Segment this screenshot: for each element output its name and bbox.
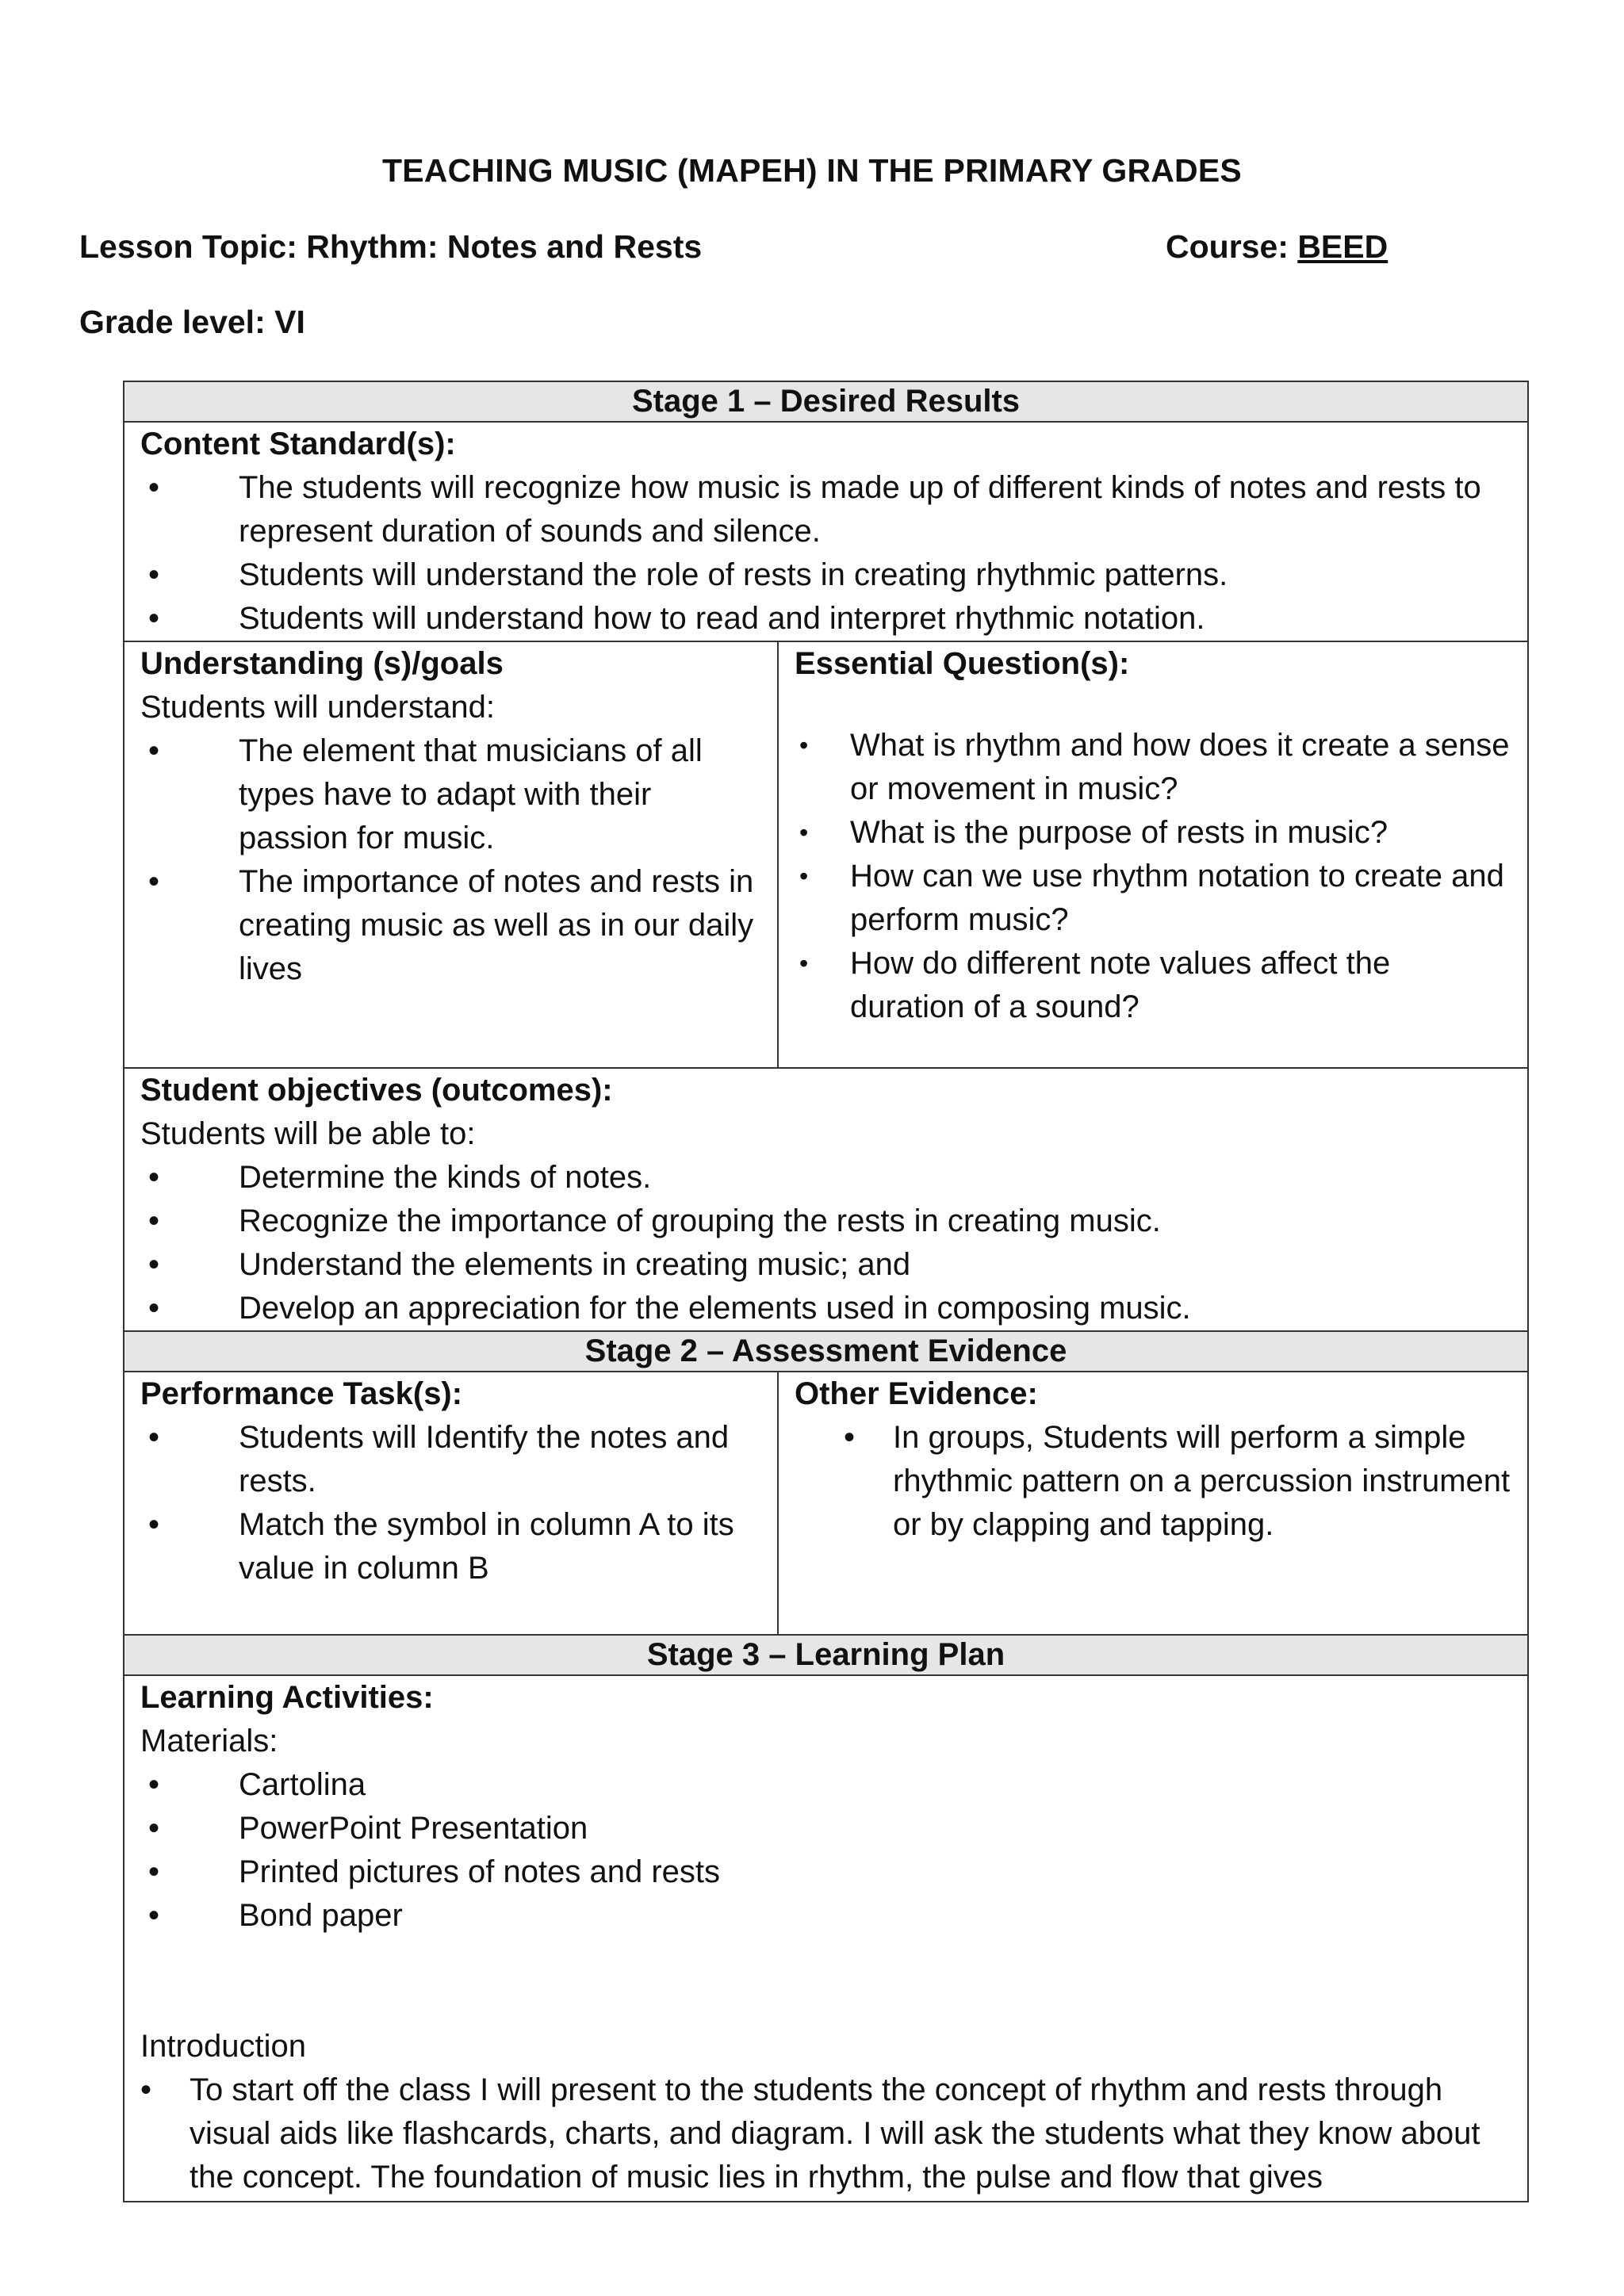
list-item: • The students will recognize how music is made up of different kinds of notes and rests to represent duration of sounds and silence. [140, 466, 1511, 553]
activities-heading: Learning Activities: [140, 1680, 434, 1715]
materials-label: Materials: [140, 1724, 278, 1758]
list-item: • Printed pictures of notes and rests [140, 1850, 1511, 1894]
content-standards-heading: Content Standard(s): [140, 427, 456, 461]
list-item: • PowerPoint Presentation [140, 1807, 1511, 1850]
list-item: • Determine the kinds of notes. [140, 1156, 1511, 1200]
list-item: • What is the purpose of rests in music? [795, 811, 1511, 855]
performance-list [140, 1416, 761, 1590]
other-evidence-heading: Other Evidence: [795, 1376, 1038, 1411]
performance-task-cell [124, 1372, 778, 1635]
list-item: • The element that musicians of all types have to adapt with their passion for music. [140, 729, 761, 860]
other-evidence-cell [778, 1372, 1528, 1635]
stage1-header: Stage 1 – Desired Results [124, 381, 1528, 422]
content-standards-list [140, 466, 1511, 641]
objectives-intro: Students will be able to: [140, 1116, 476, 1151]
stage3-header: Stage 3 – Learning Plan [124, 1635, 1528, 1675]
learning-activities-cell [124, 1675, 1528, 2202]
list-item: • To start off the class I will present to the students the concept of rhythm and rests through visual aids like flashcards, charts, and diagram. I will ask the students what they know about the concept. The foundation of music lies in rhythm, the pulse and flow that gives [140, 2068, 1511, 2199]
materials-list [140, 1763, 1511, 1938]
essential-questions-list [795, 724, 1511, 1029]
understandings-heading: Understanding (s)/goals [140, 646, 504, 681]
list-item: • Students will understand the role of rests in creating rhythmic patterns. [140, 553, 1511, 597]
lesson-topic: Lesson Topic: Rhythm: Notes and Rests [79, 228, 703, 265]
list-item: • In groups, Students will perform a simple rhythmic pattern on a percussion instrument or by clapping and tapping. [795, 1416, 1511, 1547]
list-item: • Students will understand how to read and interpret rhythmic notation. [140, 597, 1511, 641]
lesson-plan-table [123, 381, 1529, 2202]
objectives-list [140, 1156, 1511, 1330]
course-line [1166, 228, 1388, 266]
course-label: Course: [1166, 228, 1298, 265]
list-item: • How do different note values affect the duration of a sound? [795, 942, 1511, 1029]
essential-questions-cell [778, 641, 1528, 1068]
introduction-list [140, 2068, 1511, 2199]
objectives-cell [124, 1068, 1528, 1331]
list-item: • Bond paper [140, 1894, 1511, 1938]
course-value: BEED [1297, 228, 1388, 265]
list-item: • What is rhythm and how does it create a sense or movement in music? [795, 724, 1511, 811]
objectives-heading: Student objectives (outcomes): [140, 1073, 613, 1108]
list-item: • Recognize the importance of grouping the rests in creating music. [140, 1200, 1511, 1243]
list-item: • Students will Identify the notes and rests. [140, 1416, 761, 1503]
list-item: • How can we use rhythm notation to create and perform music? [795, 855, 1511, 942]
performance-heading: Performance Task(s): [140, 1376, 463, 1411]
other-evidence-list [795, 1416, 1511, 1547]
understandings-intro: Students will understand: [140, 690, 495, 725]
list-item: • Understand the elements in creating music; and [140, 1243, 1511, 1287]
stage2-header: Stage 2 – Assessment Evidence [124, 1331, 1528, 1372]
list-item: • Develop an appreciation for the elements used in composing music. [140, 1287, 1511, 1330]
list-item: • Cartolina [140, 1763, 1511, 1807]
grade-level: Grade level: VI [79, 304, 305, 340]
introduction-label: Introduction [140, 2029, 307, 2064]
list-item: • The importance of notes and rests in creating music as well as in our daily lives [140, 860, 761, 991]
essential-questions-heading: Essential Question(s): [795, 646, 1130, 681]
understandings-list [140, 729, 761, 991]
understandings-cell [124, 641, 778, 1068]
document-title: TEACHING MUSIC (MAPEH) IN THE PRIMARY GRADES [382, 152, 1242, 189]
content-standards-cell [124, 422, 1528, 641]
list-item: • Match the symbol in column A to its value in column B [140, 1503, 761, 1590]
